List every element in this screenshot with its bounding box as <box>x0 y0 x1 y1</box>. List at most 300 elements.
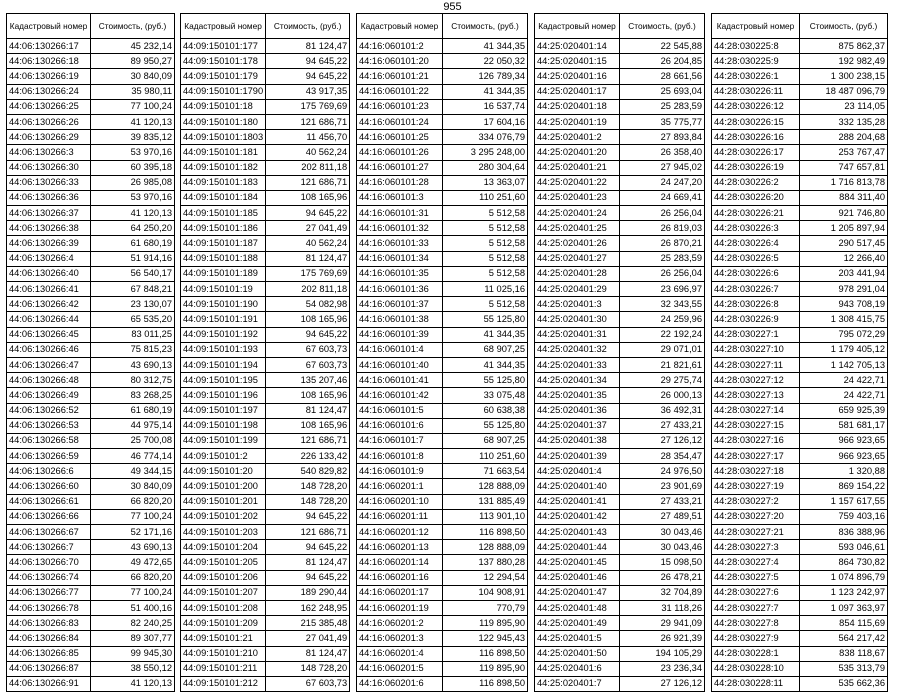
cadastral-number-cell: 44:09:150101:204 <box>181 540 266 555</box>
table-row <box>181 570 350 585</box>
cost-cell: 32 704,89 <box>620 585 705 600</box>
cost-cell: 215 385,48 <box>266 616 350 631</box>
cost-cell: 108 165,96 <box>266 418 350 433</box>
cadastral-number-cell: 44:06:130266:19 <box>7 69 91 84</box>
table-row <box>712 190 888 205</box>
table-row <box>712 99 888 114</box>
cadastral-table <box>180 13 350 692</box>
cadastral-number-cell: 44:16:060101:38 <box>357 312 443 327</box>
table-row <box>357 388 528 403</box>
cost-cell: 128 888,09 <box>443 540 528 555</box>
cost-cell: 67 603,73 <box>266 357 350 372</box>
table-row <box>712 357 888 372</box>
table-row <box>712 631 888 646</box>
table-row <box>535 646 705 661</box>
table-row <box>535 84 705 99</box>
cadastral-number-cell: 44:09:150101:1790 <box>181 84 266 99</box>
cost-cell: 23 130,07 <box>91 297 175 312</box>
cadastral-number-cell: 44:06:130266:87 <box>7 661 91 676</box>
cadastral-number-cell: 44:06:130266:36 <box>7 190 91 205</box>
table-row <box>535 525 705 540</box>
cadastral-number-cell: 44:16:060101:33 <box>357 236 443 251</box>
cost-cell: 38 550,12 <box>91 661 175 676</box>
table-row <box>712 84 888 99</box>
table-row <box>357 418 528 433</box>
cost-cell: 43 690,13 <box>91 357 175 372</box>
cost-cell: 162 248,95 <box>266 600 350 615</box>
cadastral-number-cell: 44:16:060101:7 <box>357 433 443 448</box>
cost-cell: 1 097 363,97 <box>800 600 888 615</box>
table-row <box>712 221 888 236</box>
cadastral-number-cell: 44:28:030226:11 <box>712 84 800 99</box>
cadastral-number-cell: 44:06:130266:61 <box>7 494 91 509</box>
cadastral-number-cell: 44:09:150101:21 <box>181 631 266 646</box>
cost-cell: 27 433,21 <box>620 494 705 509</box>
cadastral-number-cell: 44:09:150101:189 <box>181 266 266 281</box>
table-row <box>712 676 888 691</box>
cost-cell: 40 562,24 <box>266 236 350 251</box>
cost-cell: 3 295 248,00 <box>443 145 528 160</box>
cadastral-number-cell: 44:28:030227:11 <box>712 357 800 372</box>
cadastral-number-cell: 44:06:130266:37 <box>7 206 91 221</box>
cost-cell: 27 041,49 <box>266 221 350 236</box>
cost-cell: 535 313,79 <box>800 661 888 676</box>
cadastral-number-cell: 44:25:020401:15 <box>535 54 620 69</box>
cost-cell: 1 074 896,79 <box>800 570 888 585</box>
cadastral-number-cell: 44:28:030227:8 <box>712 616 800 631</box>
cost-cell: 56 540,17 <box>91 266 175 281</box>
cadastral-number-cell: 44:09:150101:181 <box>181 145 266 160</box>
cost-cell: 966 923,65 <box>800 449 888 464</box>
cadastral-number-cell: 44:28:030227:16 <box>712 433 800 448</box>
cost-cell: 52 171,16 <box>91 525 175 540</box>
cost-cell: 202 811,18 <box>266 282 350 297</box>
cost-cell: 836 388,96 <box>800 525 888 540</box>
cost-cell: 104 908,91 <box>443 585 528 600</box>
cadastral-number-cell: 44:28:030227:20 <box>712 509 800 524</box>
cadastral-number-cell: 44:16:060101:37 <box>357 297 443 312</box>
cadastral-number-cell: 44:25:020401:19 <box>535 114 620 129</box>
cost-cell: 41 344,35 <box>443 357 528 372</box>
table-row <box>357 494 528 509</box>
table-row <box>7 160 175 175</box>
cost-cell: 12 294,54 <box>443 570 528 585</box>
table-row <box>712 418 888 433</box>
cost-cell: 77 100,24 <box>91 585 175 600</box>
cost-cell: 28 354,47 <box>620 449 705 464</box>
table-row <box>535 190 705 205</box>
table-row <box>535 282 705 297</box>
cost-cell: 17 604,16 <box>443 114 528 129</box>
cadastral-number-cell: 44:25:020401:29 <box>535 282 620 297</box>
table-row <box>181 266 350 281</box>
table-row <box>357 206 528 221</box>
cost-cell: 24 422,71 <box>800 388 888 403</box>
table-row <box>7 540 175 555</box>
cadastral-number-cell: 44:16:060101:28 <box>357 175 443 190</box>
cost-cell: 288 204,68 <box>800 130 888 145</box>
table-row <box>357 312 528 327</box>
table-row <box>357 479 528 494</box>
table-row <box>181 540 350 555</box>
table-row <box>181 342 350 357</box>
cost-cell: 55 125,80 <box>443 312 528 327</box>
cost-cell: 40 562,24 <box>266 145 350 160</box>
cadastral-number-cell: 44:16:060101:4 <box>357 342 443 357</box>
cost-cell: 25 700,08 <box>91 433 175 448</box>
cadastral-number-cell: 44:28:030225:8 <box>712 39 800 54</box>
table-row <box>712 464 888 479</box>
table-row <box>535 145 705 160</box>
cadastral-number-cell: 44:16:060101:34 <box>357 251 443 266</box>
table-row <box>712 585 888 600</box>
cost-cell: 593 046,61 <box>800 540 888 555</box>
cadastral-number-cell: 44:16:060201:13 <box>357 540 443 555</box>
cost-cell: 13 363,07 <box>443 175 528 190</box>
table-row <box>535 312 705 327</box>
cadastral-number-cell: 44:06:130266:4 <box>7 251 91 266</box>
table-row <box>357 646 528 661</box>
table-row <box>7 312 175 327</box>
cadastral-number-cell: 44:25:020401:25 <box>535 221 620 236</box>
cadastral-number-cell: 44:25:020401:46 <box>535 570 620 585</box>
cadastral-number-cell: 44:28:030227:4 <box>712 555 800 570</box>
cadastral-number-cell: 44:09:150101:199 <box>181 433 266 448</box>
cadastral-number-cell: 44:09:150101:180 <box>181 114 266 129</box>
cadastral-number-cell: 44:28:030227:18 <box>712 464 800 479</box>
page-number: 955 <box>443 1 462 13</box>
cost-cell: 1 142 705,13 <box>800 357 888 372</box>
cost-cell: 41 120,13 <box>91 206 175 221</box>
table-row <box>7 449 175 464</box>
cadastral-number-cell: 44:09:150101:186 <box>181 221 266 236</box>
table-row <box>181 84 350 99</box>
cadastral-number-cell: 44:09:150101:193 <box>181 342 266 357</box>
table-row <box>7 373 175 388</box>
cost-cell: 81 124,47 <box>266 251 350 266</box>
cost-cell: 119 895,90 <box>443 616 528 631</box>
cost-cell: 27 126,12 <box>620 433 705 448</box>
table-row <box>7 282 175 297</box>
table-row <box>357 39 528 54</box>
table-row <box>357 631 528 646</box>
table-row <box>535 327 705 342</box>
cost-cell: 1 308 415,75 <box>800 312 888 327</box>
table-row <box>357 676 528 691</box>
cadastral-number-cell: 44:25:020401:47 <box>535 585 620 600</box>
table-row <box>712 449 888 464</box>
cost-header: Стоимость, (руб.) <box>800 14 888 39</box>
table-row <box>181 509 350 524</box>
cost-cell: 25 693,04 <box>620 84 705 99</box>
table-row <box>181 464 350 479</box>
table-row <box>535 160 705 175</box>
cost-cell: 921 746,80 <box>800 206 888 221</box>
cost-cell: 22 192,24 <box>620 327 705 342</box>
cost-cell: 41 120,13 <box>91 114 175 129</box>
cadastral-number-cell: 44:16:060101:41 <box>357 373 443 388</box>
cadastral-number-cell: 44:28:030227:17 <box>712 449 800 464</box>
cadastral-number-cell: 44:28:030227:19 <box>712 479 800 494</box>
cost-cell: 148 728,20 <box>266 661 350 676</box>
cost-cell: 540 829,82 <box>266 464 350 479</box>
cadastral-number-cell: 44:09:150101:182 <box>181 160 266 175</box>
cost-cell: 110 251,60 <box>443 449 528 464</box>
cadastral-number-cell: 44:16:060101:31 <box>357 206 443 221</box>
cadastral-number-cell: 44:06:130266:41 <box>7 282 91 297</box>
table-row <box>357 297 528 312</box>
table-row <box>712 251 888 266</box>
cost-cell: 110 251,60 <box>443 190 528 205</box>
table-row <box>181 600 350 615</box>
cadastral-number-cell: 44:09:150101:211 <box>181 661 266 676</box>
table-row <box>357 600 528 615</box>
cost-cell: 875 862,37 <box>800 39 888 54</box>
cadastral-number-cell: 44:09:150101:196 <box>181 388 266 403</box>
cost-cell: 51 914,16 <box>91 251 175 266</box>
cost-cell: 89 307,77 <box>91 631 175 646</box>
cadastral-number-cell: 44:09:150101:203 <box>181 525 266 540</box>
table-row <box>535 509 705 524</box>
table-row <box>535 114 705 129</box>
cadastral-number-cell: 44:09:150101:201 <box>181 494 266 509</box>
cadastral-number-cell: 44:09:150101:183 <box>181 175 266 190</box>
table-row <box>712 39 888 54</box>
table-row <box>7 479 175 494</box>
table-row <box>535 388 705 403</box>
cadastral-number-cell: 44:16:060101:23 <box>357 99 443 114</box>
table-row <box>535 54 705 69</box>
cadastral-number-cell: 44:25:020401:26 <box>535 236 620 251</box>
cost-cell: 26 870,21 <box>620 236 705 251</box>
table-row <box>712 175 888 190</box>
cadastral-number-cell: 44:25:020401:44 <box>535 540 620 555</box>
cadastral-number-cell: 44:16:060101:36 <box>357 282 443 297</box>
table-row <box>535 236 705 251</box>
cadastral-number-cell: 44:06:130266:60 <box>7 479 91 494</box>
table-row <box>535 221 705 236</box>
cadastral-number-cell: 44:25:020401:24 <box>535 206 620 221</box>
table-row <box>357 403 528 418</box>
table-row <box>7 570 175 585</box>
cost-cell: 838 118,67 <box>800 646 888 661</box>
cost-cell: 16 537,74 <box>443 99 528 114</box>
table-row <box>712 661 888 676</box>
table-row <box>357 433 528 448</box>
cost-cell: 82 240,25 <box>91 616 175 631</box>
cost-cell: 334 076,79 <box>443 130 528 145</box>
cadastral-number-cell: 44:09:150101:179 <box>181 69 266 84</box>
table-row <box>712 555 888 570</box>
table-row <box>181 145 350 160</box>
table-row <box>7 631 175 646</box>
table-row <box>7 646 175 661</box>
cost-cell: 24 669,41 <box>620 190 705 205</box>
table-row <box>7 145 175 160</box>
cost-cell: 81 124,47 <box>266 39 350 54</box>
table-row <box>181 631 350 646</box>
cost-cell: 21 821,61 <box>620 357 705 372</box>
table-row <box>181 661 350 676</box>
cadastral-number-cell: 44:25:020401:22 <box>535 175 620 190</box>
cadastral-number-cell: 44:16:060101:21 <box>357 69 443 84</box>
table-row <box>357 282 528 297</box>
table-row <box>535 297 705 312</box>
cost-cell: 27 489,51 <box>620 509 705 524</box>
table-header-row <box>7 14 175 39</box>
cost-cell: 39 835,12 <box>91 130 175 145</box>
table-row <box>7 175 175 190</box>
cadastral-number-cell: 44:16:060201:5 <box>357 661 443 676</box>
cost-cell: 148 728,20 <box>266 494 350 509</box>
cadastral-number-cell: 44:06:130266:59 <box>7 449 91 464</box>
cost-cell: 65 535,20 <box>91 312 175 327</box>
table-row <box>357 114 528 129</box>
cost-cell: 770,79 <box>443 600 528 615</box>
cadastral-number-cell: 44:09:150101:178 <box>181 54 266 69</box>
cadastral-number-cell: 44:06:130266:42 <box>7 297 91 312</box>
table-row <box>535 494 705 509</box>
table-row <box>181 312 350 327</box>
cost-cell: 1 205 897,94 <box>800 221 888 236</box>
cost-cell: 23 696,97 <box>620 282 705 297</box>
table-row <box>7 236 175 251</box>
cadastral-table <box>356 13 528 692</box>
cost-cell: 108 165,96 <box>266 388 350 403</box>
table-row <box>535 433 705 448</box>
cost-cell: 747 657,81 <box>800 160 888 175</box>
cadastral-number-cell: 44:25:020401:23 <box>535 190 620 205</box>
cost-cell: 81 124,47 <box>266 646 350 661</box>
table-row <box>7 494 175 509</box>
table-row <box>712 388 888 403</box>
cadastral-number-header: Кадастровый номер <box>712 14 800 39</box>
cost-cell: 290 517,45 <box>800 236 888 251</box>
cadastral-number-cell: 44:06:130266:91 <box>7 676 91 691</box>
cadastral-number-cell: 44:25:020401:40 <box>535 479 620 494</box>
cadastral-number-cell: 44:25:020401:35 <box>535 388 620 403</box>
cadastral-number-cell: 44:25:020401:3 <box>535 297 620 312</box>
cadastral-number-cell: 44:09:150101:18 <box>181 99 266 114</box>
cadastral-number-cell: 44:06:130266:58 <box>7 433 91 448</box>
cost-cell: 1 320,88 <box>800 464 888 479</box>
table-row <box>7 661 175 676</box>
table-row <box>181 585 350 600</box>
table-row <box>535 464 705 479</box>
table-row <box>7 130 175 145</box>
cadastral-number-cell: 44:09:150101:20 <box>181 464 266 479</box>
cost-cell: 5 512,58 <box>443 266 528 281</box>
cadastral-number-cell: 44:06:130266:70 <box>7 555 91 570</box>
cadastral-number-cell: 44:28:030226:9 <box>712 312 800 327</box>
cadastral-number-cell: 44:06:130266:52 <box>7 403 91 418</box>
cost-cell: 28 661,56 <box>620 69 705 84</box>
table-row <box>535 373 705 388</box>
table-row <box>181 525 350 540</box>
cost-cell: 27 126,12 <box>620 676 705 691</box>
table-row <box>7 266 175 281</box>
cost-cell: 564 217,42 <box>800 631 888 646</box>
table-row <box>535 251 705 266</box>
cost-cell: 1 123 242,97 <box>800 585 888 600</box>
table-row <box>357 342 528 357</box>
cadastral-number-cell: 44:25:020401:39 <box>535 449 620 464</box>
cost-cell: 46 774,14 <box>91 449 175 464</box>
cadastral-number-cell: 44:06:130266:44 <box>7 312 91 327</box>
cost-header: Стоимость, (руб.) <box>443 14 528 39</box>
cost-cell: 943 708,19 <box>800 297 888 312</box>
cadastral-number-cell: 44:25:020401:4 <box>535 464 620 479</box>
table-row <box>357 327 528 342</box>
cost-cell: 77 100,24 <box>91 509 175 524</box>
table-row <box>357 221 528 236</box>
cost-cell: 121 686,71 <box>266 433 350 448</box>
cost-cell: 194 105,29 <box>620 646 705 661</box>
cost-cell: 53 970,16 <box>91 190 175 205</box>
cost-cell: 966 923,65 <box>800 433 888 448</box>
cost-cell: 60 638,38 <box>443 403 528 418</box>
register-columns <box>6 13 899 689</box>
table-row <box>535 39 705 54</box>
cost-cell: 43 690,13 <box>91 540 175 555</box>
table-row <box>181 373 350 388</box>
table-row <box>7 433 175 448</box>
cadastral-number-cell: 44:16:060201:1 <box>357 479 443 494</box>
cadastral-number-cell: 44:16:060101:5 <box>357 403 443 418</box>
cost-cell: 116 898,50 <box>443 525 528 540</box>
table-row <box>712 206 888 221</box>
table-row <box>357 661 528 676</box>
table-row <box>181 449 350 464</box>
table-row <box>357 585 528 600</box>
table-row <box>535 479 705 494</box>
cost-cell: 226 133,42 <box>266 449 350 464</box>
cadastral-number-cell: 44:06:130266:18 <box>7 54 91 69</box>
table-row <box>181 114 350 129</box>
table-header-row <box>535 14 705 39</box>
table-row <box>712 130 888 145</box>
cadastral-number-cell: 44:25:020401:37 <box>535 418 620 433</box>
cadastral-number-cell: 44:16:060201:19 <box>357 600 443 615</box>
cadastral-number-cell: 44:25:020401:45 <box>535 555 620 570</box>
cost-cell: 113 901,10 <box>443 509 528 524</box>
cadastral-number-cell: 44:25:020401:28 <box>535 266 620 281</box>
cadastral-number-cell: 44:06:130266:49 <box>7 388 91 403</box>
cost-cell: 25 283,59 <box>620 251 705 266</box>
cost-cell: 5 512,58 <box>443 251 528 266</box>
table-row <box>712 570 888 585</box>
table-row <box>357 160 528 175</box>
cadastral-number-cell: 44:28:030227:1 <box>712 327 800 342</box>
cadastral-number-cell: 44:16:060201:2 <box>357 616 443 631</box>
cost-cell: 75 815,23 <box>91 342 175 357</box>
cadastral-number-cell: 44:16:060101:3 <box>357 190 443 205</box>
cadastral-number-cell: 44:28:030227:13 <box>712 388 800 403</box>
cadastral-number-cell: 44:06:130266:17 <box>7 39 91 54</box>
cadastral-number-cell: 44:06:130266:74 <box>7 570 91 585</box>
cost-cell: 80 312,75 <box>91 373 175 388</box>
cost-cell: 27 945,02 <box>620 160 705 175</box>
cadastral-number-cell: 44:28:030226:17 <box>712 145 800 160</box>
cadastral-number-cell: 44:09:150101:205 <box>181 555 266 570</box>
cadastral-number-cell: 44:28:030227:6 <box>712 585 800 600</box>
cost-cell: 33 075,48 <box>443 388 528 403</box>
table-row <box>7 342 175 357</box>
table-row <box>181 646 350 661</box>
table-row <box>181 357 350 372</box>
cadastral-number-cell: 44:25:020401:34 <box>535 373 620 388</box>
cost-cell: 137 880,28 <box>443 555 528 570</box>
